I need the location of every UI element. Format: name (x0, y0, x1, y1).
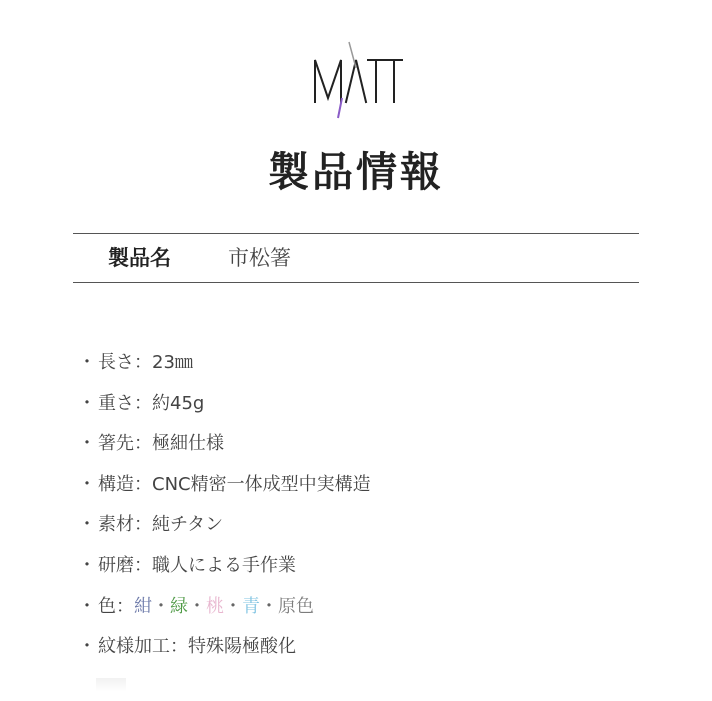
color-peach: 桃 (206, 595, 224, 617)
spec-separator: ： (134, 514, 152, 536)
product-name-table (73, 233, 639, 283)
bullet: ・ (78, 433, 96, 455)
spec-item-pattern (78, 632, 371, 673)
color-navy: 紺 (134, 595, 152, 617)
bullet: ・ (78, 473, 96, 495)
color-separator: ・ (260, 595, 278, 617)
spec-item-length (78, 348, 371, 389)
spec-separator: ： (170, 636, 188, 658)
spec-label: 長さ (98, 352, 134, 373)
spec-label: 色 (98, 595, 116, 617)
spec-separator: ： (134, 473, 152, 495)
color-blue: 青 (242, 595, 260, 617)
page-title: 製品情報 (268, 148, 444, 196)
spec-separator: ： (116, 595, 134, 617)
bullet: ・ (78, 595, 96, 617)
spec-list (78, 348, 371, 673)
color-natural: 原色 (278, 595, 314, 617)
spec-item-color (78, 592, 371, 633)
spec-value: 極細仕様 (152, 433, 224, 455)
bullet: ・ (78, 636, 96, 658)
spec-value: 純チタン (152, 514, 224, 536)
spec-item-material (78, 510, 371, 551)
spec-item-tip (78, 429, 371, 470)
spec-value: 約45g (152, 392, 205, 414)
spec-separator: ： (134, 392, 152, 414)
bullet: ・ (78, 554, 96, 576)
color-separator: ・ (224, 595, 242, 617)
product-name-label: 製品名 (108, 246, 171, 270)
color-separator: ・ (152, 595, 170, 617)
spec-separator: ： (134, 352, 152, 373)
bullet: ・ (78, 514, 96, 536)
bullet: ・ (78, 392, 96, 414)
product-name-value: 市松箸 (228, 246, 291, 270)
spec-separator: ： (134, 554, 152, 576)
spec-value: CNC精密一体成型中実構造 (152, 473, 371, 495)
spec-label: 素材 (98, 514, 134, 536)
matt-logo (300, 40, 412, 120)
spec-separator: ： (134, 433, 152, 455)
spec-item-weight (78, 389, 371, 430)
cut-off-next-item (96, 678, 126, 692)
spec-label: 箸先 (98, 433, 134, 455)
spec-item-structure (78, 470, 371, 511)
color-separator: ・ (188, 595, 206, 617)
color-green: 緑 (170, 595, 188, 617)
spec-label: 重さ (98, 392, 134, 414)
spec-label: 構造 (98, 473, 134, 495)
bullet: ・ (78, 352, 96, 373)
spec-value: 特殊陽極酸化 (188, 636, 296, 658)
spec-label: 紋様加工 (98, 636, 170, 658)
spec-label: 研磨 (98, 554, 134, 576)
spec-value: 職人による手作業 (152, 554, 296, 576)
spec-value: 23㎜ (152, 352, 193, 373)
spec-item-polish (78, 551, 371, 592)
